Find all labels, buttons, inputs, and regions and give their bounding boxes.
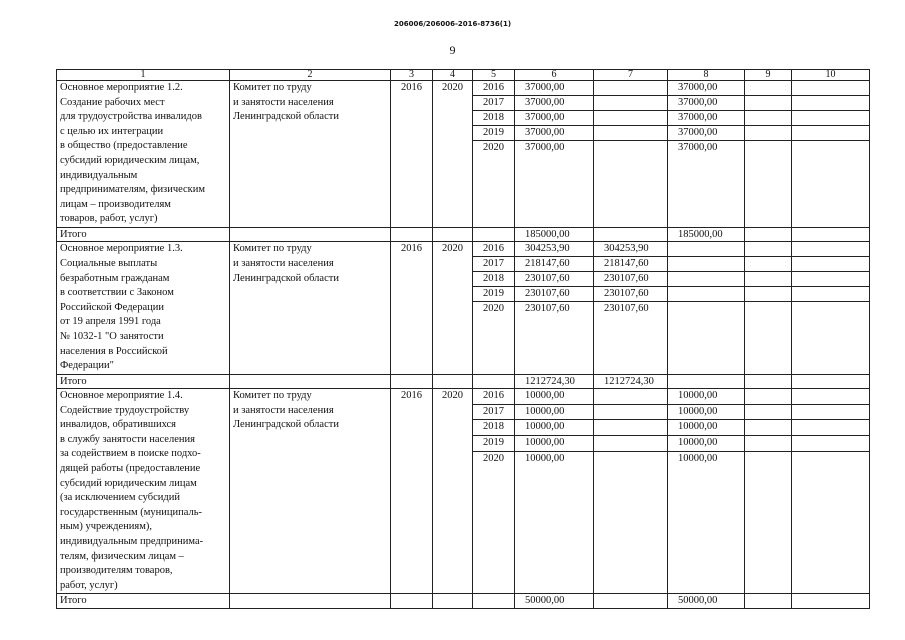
empty-col9 xyxy=(745,96,792,111)
amount-col8: 10000,00 xyxy=(668,404,745,420)
executor xyxy=(230,81,391,228)
executor-line: и занятости населения xyxy=(233,404,334,416)
amount-col8 xyxy=(668,242,745,257)
empty-col10 xyxy=(792,227,870,241)
empty-col9 xyxy=(745,141,792,228)
measure-title-line: инвалидов, обратившихся xyxy=(60,419,177,431)
measure-title-line: Основное мероприятие 1.3. xyxy=(60,243,183,255)
empty-col10 xyxy=(792,271,870,286)
column-header: 2 xyxy=(230,70,391,81)
year-cell: 2018 xyxy=(473,420,515,436)
start-year: 2016 xyxy=(391,389,433,594)
amount-col6: 10000,00 xyxy=(515,389,594,405)
end-year: 2020 xyxy=(433,389,473,594)
amount-col8: 37000,00 xyxy=(668,96,745,111)
empty-col9 xyxy=(745,301,792,374)
year-cell: 2017 xyxy=(473,404,515,420)
empty-cell xyxy=(230,227,391,241)
year-cell: 2019 xyxy=(473,436,515,452)
total-col7 xyxy=(594,227,668,241)
measure-title-line: Социальные выплаты xyxy=(60,257,158,269)
empty-col10 xyxy=(792,404,870,420)
executor-line: Комитет по труду xyxy=(233,82,312,93)
amount-col6: 10000,00 xyxy=(515,420,594,436)
measure-title-line: в службу занятости населения xyxy=(60,433,195,445)
measure-title-line: за содействием в поиске подхо- xyxy=(60,448,201,460)
measure-title-line: товаров, работ, услуг) xyxy=(60,213,158,225)
amount-col8 xyxy=(668,271,745,286)
measure-title-line: ным) учреждениям), xyxy=(60,521,152,533)
empty-col10 xyxy=(792,242,870,257)
year-cell: 2019 xyxy=(473,126,515,141)
empty-col10 xyxy=(792,141,870,228)
end-year: 2020 xyxy=(433,81,473,228)
year-cell: 2020 xyxy=(473,451,515,594)
year-cell: 2017 xyxy=(473,96,515,111)
amount-col7 xyxy=(594,126,668,141)
amount-col6: 230107,60 xyxy=(515,286,594,301)
amount-col7: 230107,60 xyxy=(594,301,668,374)
empty-col9 xyxy=(745,126,792,141)
amount-col6: 37000,00 xyxy=(515,81,594,96)
amount-col7: 230107,60 xyxy=(594,271,668,286)
empty-col10 xyxy=(792,301,870,374)
measure-title-line: безработным гражданам xyxy=(60,272,170,284)
measure-title-line: от 19 апреля 1991 года xyxy=(60,316,161,328)
amount-col8: 37000,00 xyxy=(668,141,745,228)
measure-title-line: государственным (муниципаль- xyxy=(60,506,203,518)
total-col6: 50000,00 xyxy=(515,594,594,608)
empty-col9 xyxy=(745,286,792,301)
column-header: 7 xyxy=(594,70,668,81)
amount-col6: 10000,00 xyxy=(515,404,594,420)
amount-col8 xyxy=(668,286,745,301)
amount-col8: 37000,00 xyxy=(668,111,745,126)
empty-cell xyxy=(473,594,515,608)
empty-col10 xyxy=(792,257,870,272)
empty-cell xyxy=(230,374,391,388)
total-col7 xyxy=(594,594,668,608)
table-row xyxy=(57,242,870,257)
total-col8 xyxy=(668,374,745,388)
amount-col7 xyxy=(594,404,668,420)
amount-col6: 230107,60 xyxy=(515,301,594,374)
empty-col10 xyxy=(792,96,870,111)
executor xyxy=(230,242,391,374)
empty-col9 xyxy=(745,436,792,452)
measure-title-line: Федерации" xyxy=(60,360,114,372)
amount-col7 xyxy=(594,451,668,594)
empty-col9 xyxy=(745,242,792,257)
executor-line: Ленинградской области xyxy=(233,272,339,284)
empty-cell xyxy=(391,594,433,608)
measure-title-line: индивидуальным xyxy=(60,169,138,181)
measure-title-line: Основное мероприятие 1.2. xyxy=(60,82,183,93)
empty-cell xyxy=(433,594,473,608)
table-row xyxy=(57,389,870,405)
empty-col10 xyxy=(792,436,870,452)
empty-cell xyxy=(391,374,433,388)
measure-title-line: Основное мероприятие 1.4. xyxy=(60,390,183,402)
empty-col10 xyxy=(792,81,870,96)
year-cell: 2020 xyxy=(473,301,515,374)
empty-col9 xyxy=(745,451,792,594)
amount-col6: 37000,00 xyxy=(515,96,594,111)
executor-line: и занятости населения xyxy=(233,257,334,269)
measure-title-line: предпринимателям, физическим xyxy=(60,184,206,196)
total-label: Итого xyxy=(57,594,230,608)
total-row xyxy=(57,594,870,608)
empty-cell xyxy=(433,374,473,388)
amount-col7: 218147,60 xyxy=(594,257,668,272)
year-cell: 2016 xyxy=(473,389,515,405)
measure-title-line: индивидуальным предпринима- xyxy=(60,536,204,548)
empty-col9 xyxy=(745,111,792,126)
measure-title-line: Содействие трудоустройству xyxy=(60,404,190,416)
measure-title-line: лицам – производителям xyxy=(60,198,171,210)
amount-col8: 37000,00 xyxy=(668,126,745,141)
empty-col10 xyxy=(792,420,870,436)
year-cell: 2018 xyxy=(473,271,515,286)
page-number: 9 xyxy=(449,43,456,57)
column-header: 6 xyxy=(515,70,594,81)
empty-cell xyxy=(433,227,473,241)
amount-col7 xyxy=(594,141,668,228)
empty-cell xyxy=(391,227,433,241)
measure-title xyxy=(57,242,230,374)
amount-col8 xyxy=(668,301,745,374)
empty-cell xyxy=(473,227,515,241)
measure-title xyxy=(57,389,230,594)
end-year: 2020 xyxy=(433,242,473,374)
column-header: 4 xyxy=(433,70,473,81)
empty-col9 xyxy=(745,227,792,241)
executor-line: Ленинградской области xyxy=(233,419,339,431)
empty-col10 xyxy=(792,389,870,405)
amount-col6: 37000,00 xyxy=(515,111,594,126)
amount-col6: 37000,00 xyxy=(515,126,594,141)
amount-col6: 37000,00 xyxy=(515,141,594,228)
measure-title-line: субсидий юридическим лицам xyxy=(60,477,197,489)
measure-title-line: в общество (предоставление xyxy=(60,140,188,152)
executor-line: Ленинградской области xyxy=(233,111,339,123)
measure-title-line: Создание рабочих мест xyxy=(60,96,165,108)
year-cell: 2016 xyxy=(473,81,515,96)
empty-col10 xyxy=(792,286,870,301)
amount-col7 xyxy=(594,436,668,452)
executor xyxy=(230,389,391,594)
executor-line: Комитет по труду xyxy=(233,243,312,255)
total-label: Итого xyxy=(57,227,230,241)
column-header: 9 xyxy=(745,70,792,81)
total-col8: 185000,00 xyxy=(668,227,745,241)
measure-title-line: субсидий юридическим лицам, xyxy=(60,154,200,166)
document-id: 206006/206006-2016-8736(1) xyxy=(393,20,512,28)
amount-col6: 218147,60 xyxy=(515,257,594,272)
budget-table xyxy=(56,69,870,609)
year-cell: 2020 xyxy=(473,141,515,228)
empty-col10 xyxy=(792,594,870,608)
empty-col9 xyxy=(745,389,792,405)
total-col6: 1212724,30 xyxy=(515,374,594,388)
year-cell: 2018 xyxy=(473,111,515,126)
empty-cell xyxy=(473,374,515,388)
amount-col7: 304253,90 xyxy=(594,242,668,257)
total-col7: 1212724,30 xyxy=(594,374,668,388)
amount-col8: 37000,00 xyxy=(668,81,745,96)
empty-col9 xyxy=(745,81,792,96)
amount-col6: 304253,90 xyxy=(515,242,594,257)
measure-title-line: № 1032-1 "О занятости xyxy=(60,330,164,342)
measure-title-line: (за исключением субсидий xyxy=(60,492,180,504)
amount-col7 xyxy=(594,81,668,96)
amount-col6: 10000,00 xyxy=(515,436,594,452)
empty-col10 xyxy=(792,126,870,141)
empty-cell xyxy=(230,594,391,608)
column-header: 1 xyxy=(57,70,230,81)
column-header: 3 xyxy=(391,70,433,81)
amount-col8: 10000,00 xyxy=(668,436,745,452)
measure-title-line: Российской Федерации xyxy=(60,301,164,313)
measure-title-line: работ, услуг) xyxy=(60,579,118,591)
amount-col8: 10000,00 xyxy=(668,420,745,436)
total-col6: 185000,00 xyxy=(515,227,594,241)
amount-col6: 10000,00 xyxy=(515,451,594,594)
empty-col9 xyxy=(745,594,792,608)
empty-col10 xyxy=(792,451,870,594)
empty-col9 xyxy=(745,374,792,388)
year-cell: 2016 xyxy=(473,242,515,257)
executor-line: и занятости населения xyxy=(233,96,334,108)
empty-col9 xyxy=(745,404,792,420)
amount-col8 xyxy=(668,257,745,272)
amount-col8: 10000,00 xyxy=(668,451,745,594)
total-row xyxy=(57,227,870,241)
year-cell: 2019 xyxy=(473,286,515,301)
measure-title-line: в соответствии с Законом xyxy=(60,287,174,299)
measure-title-line: производителям товаров, xyxy=(60,565,173,577)
measure-title xyxy=(57,81,230,228)
total-row xyxy=(57,374,870,388)
amount-col8: 10000,00 xyxy=(668,389,745,405)
empty-col9 xyxy=(745,257,792,272)
column-number-row xyxy=(57,70,870,81)
measure-title-line: телям, физическим лицам – xyxy=(60,550,184,562)
table-row xyxy=(57,81,870,96)
amount-col7 xyxy=(594,96,668,111)
start-year: 2016 xyxy=(391,81,433,228)
measure-title-line: дящей работы (предоставление xyxy=(60,463,201,475)
total-col8: 50000,00 xyxy=(668,594,745,608)
year-cell: 2017 xyxy=(473,257,515,272)
empty-col9 xyxy=(745,420,792,436)
column-header: 5 xyxy=(473,70,515,81)
amount-col7 xyxy=(594,111,668,126)
empty-col9 xyxy=(745,271,792,286)
amount-col7 xyxy=(594,389,668,405)
executor-line: Комитет по труду xyxy=(233,390,312,402)
measure-title-line: населения в Российской xyxy=(60,345,168,357)
amount-col7 xyxy=(594,420,668,436)
empty-col10 xyxy=(792,111,870,126)
amount-col7: 230107,60 xyxy=(594,286,668,301)
total-label: Итого xyxy=(57,374,230,388)
column-header: 10 xyxy=(792,70,870,81)
measure-title-line: с целью их интеграции xyxy=(60,125,164,137)
amount-col6: 230107,60 xyxy=(515,271,594,286)
empty-col10 xyxy=(792,374,870,388)
measure-title-line: для трудоустройства инвалидов xyxy=(60,111,202,123)
start-year: 2016 xyxy=(391,242,433,374)
column-header: 8 xyxy=(668,70,745,81)
